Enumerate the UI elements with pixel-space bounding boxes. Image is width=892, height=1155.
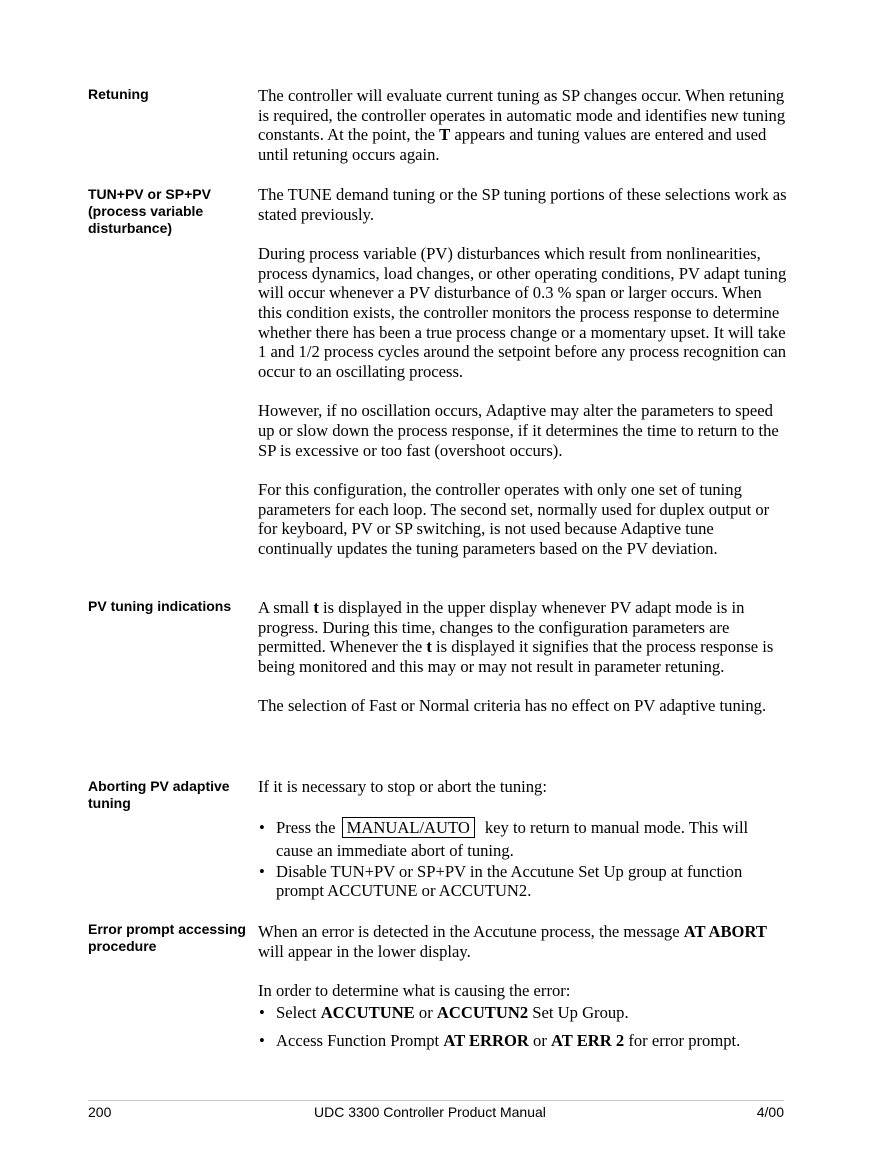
text-run: Set Up Group. <box>528 1002 629 1022</box>
pv-indications-paragraph-2: The selection of Fast or Normal criteria has no effect on PV adaptive tuning. <box>258 696 767 716</box>
revision-date: 4/00 <box>756 1104 784 1120</box>
aborting-body <box>258 777 788 901</box>
label-retuning: Retuning <box>88 86 149 102</box>
text-run: is displayed in the upper display whenever PV adapt mode is in progress. During this time, changes to the configuration parameters are permitted. Whenever the <box>258 598 745 657</box>
text-run: appears and tuning values are entered and used until retuning occurs again. <box>258 125 767 164</box>
pv-indications-paragraph-1 <box>258 598 788 676</box>
text-run: or <box>414 1002 437 1022</box>
list-item <box>258 1031 788 1051</box>
tun-pv-paragraph-3: However, if no oscillation occurs, Adaptive may alter the parameters to speed up or slow down the process response, if it determines the time to return to the SP is excessive or too fast (overshoot occurs). <box>258 401 779 460</box>
tun-pv-paragraph-4: For this configuration, the controller operates with only one set of tuning parameters for each loop. The second set, normally used for duplex output or for keyboard, PV or SP switching, is not used because Adaptive tune continually updates the tuning parameters based on the PV deviation. <box>258 480 770 558</box>
tun-pv-paragraph-2: During process variable (PV) disturbances which result from nonlinearities, process dynamics, load changes, or other operating conditions, PV adapt tuning will occur whenever a PV disturbance of 0.3 % span or larger occurs. When this condition exists, the controller monitors the process response to determine whether there has been a true process change or a momentary upset. It will take 1 and 1/2 process cycles around the setpoint before any process recognition can occur to an oscillating process. <box>258 244 787 381</box>
error-prompt-list <box>258 1003 788 1051</box>
bold-accutune: ACCUTUNE <box>320 1002 415 1022</box>
list-item <box>258 816 788 862</box>
list-item <box>258 1003 788 1023</box>
label-pv-tuning-indications: PV tuning indications <box>88 598 232 614</box>
bold-accutun2: ACCUTUN2 <box>436 1002 529 1022</box>
aborting-list <box>258 816 788 901</box>
page-number: 200 <box>88 1104 112 1120</box>
bold-t: t <box>426 637 432 657</box>
text-run: Select <box>276 1002 321 1022</box>
footer-divider <box>88 1100 784 1101</box>
error-prompt-body <box>258 922 788 1051</box>
aborting-paragraph: If it is necessary to stop or abort the tuning: <box>258 777 547 796</box>
bold-at-err-2: AT ERR 2 <box>551 1031 625 1051</box>
error-prompt-paragraph-1 <box>258 922 788 961</box>
text-run: Access Function Prompt <box>276 1031 444 1051</box>
bold-t: t <box>313 598 319 617</box>
text-run: key to return to manual mode. This will cause an immediate abort of tuning. <box>276 817 749 860</box>
list-item <box>258 862 788 901</box>
text-run: Press the <box>276 817 336 837</box>
text-run: The controller will evaluate current tuning as SP changes occur. When retuning is required, the controller operates in automatic mode and identifies new tuning constants. At the point, the <box>258 86 786 145</box>
error-prompt-paragraph-2: In order to determine what is causing the error: <box>258 981 571 1001</box>
label-tun-pv: TUN+PV or SP+PV (process variable disturbance) <box>88 186 211 236</box>
label-aborting: Aborting PV adaptive tuning <box>88 778 230 811</box>
manual-title: UDC 3300 Controller Product Manual <box>314 1104 546 1120</box>
label-error-prompt: Error prompt accessing procedure <box>88 921 246 954</box>
text-run: A small <box>258 598 314 617</box>
text-run: or <box>528 1031 552 1051</box>
retuning-paragraph <box>258 86 788 164</box>
tun-pv-paragraph-1: The TUNE demand tuning or the SP tuning portions of these selections work as stated previously. <box>258 185 787 224</box>
text-run: is displayed it signifies that the process response is being monitored and this may or may not result in parameter retuning. <box>258 637 774 676</box>
retuning-body <box>258 86 788 164</box>
bold-t: T <box>439 125 451 145</box>
bold-at-abort: AT ABORT <box>683 922 767 941</box>
bold-at-error: AT ERROR <box>443 1031 529 1051</box>
manual-auto-key: MANUAL/AUTO <box>342 817 475 838</box>
pv-indications-body <box>258 598 788 716</box>
text-run: When an error is detected in the Accutune process, the message <box>258 922 684 941</box>
text-run: Disable TUN+PV or SP+PV in the Accutune Set Up group at function prompt ACCUTUNE or ACCUTUN2. <box>276 861 743 901</box>
text-run: will appear in the lower display. <box>258 941 471 961</box>
tun-pv-body <box>258 185 788 559</box>
text-run: for error prompt. <box>624 1031 741 1051</box>
